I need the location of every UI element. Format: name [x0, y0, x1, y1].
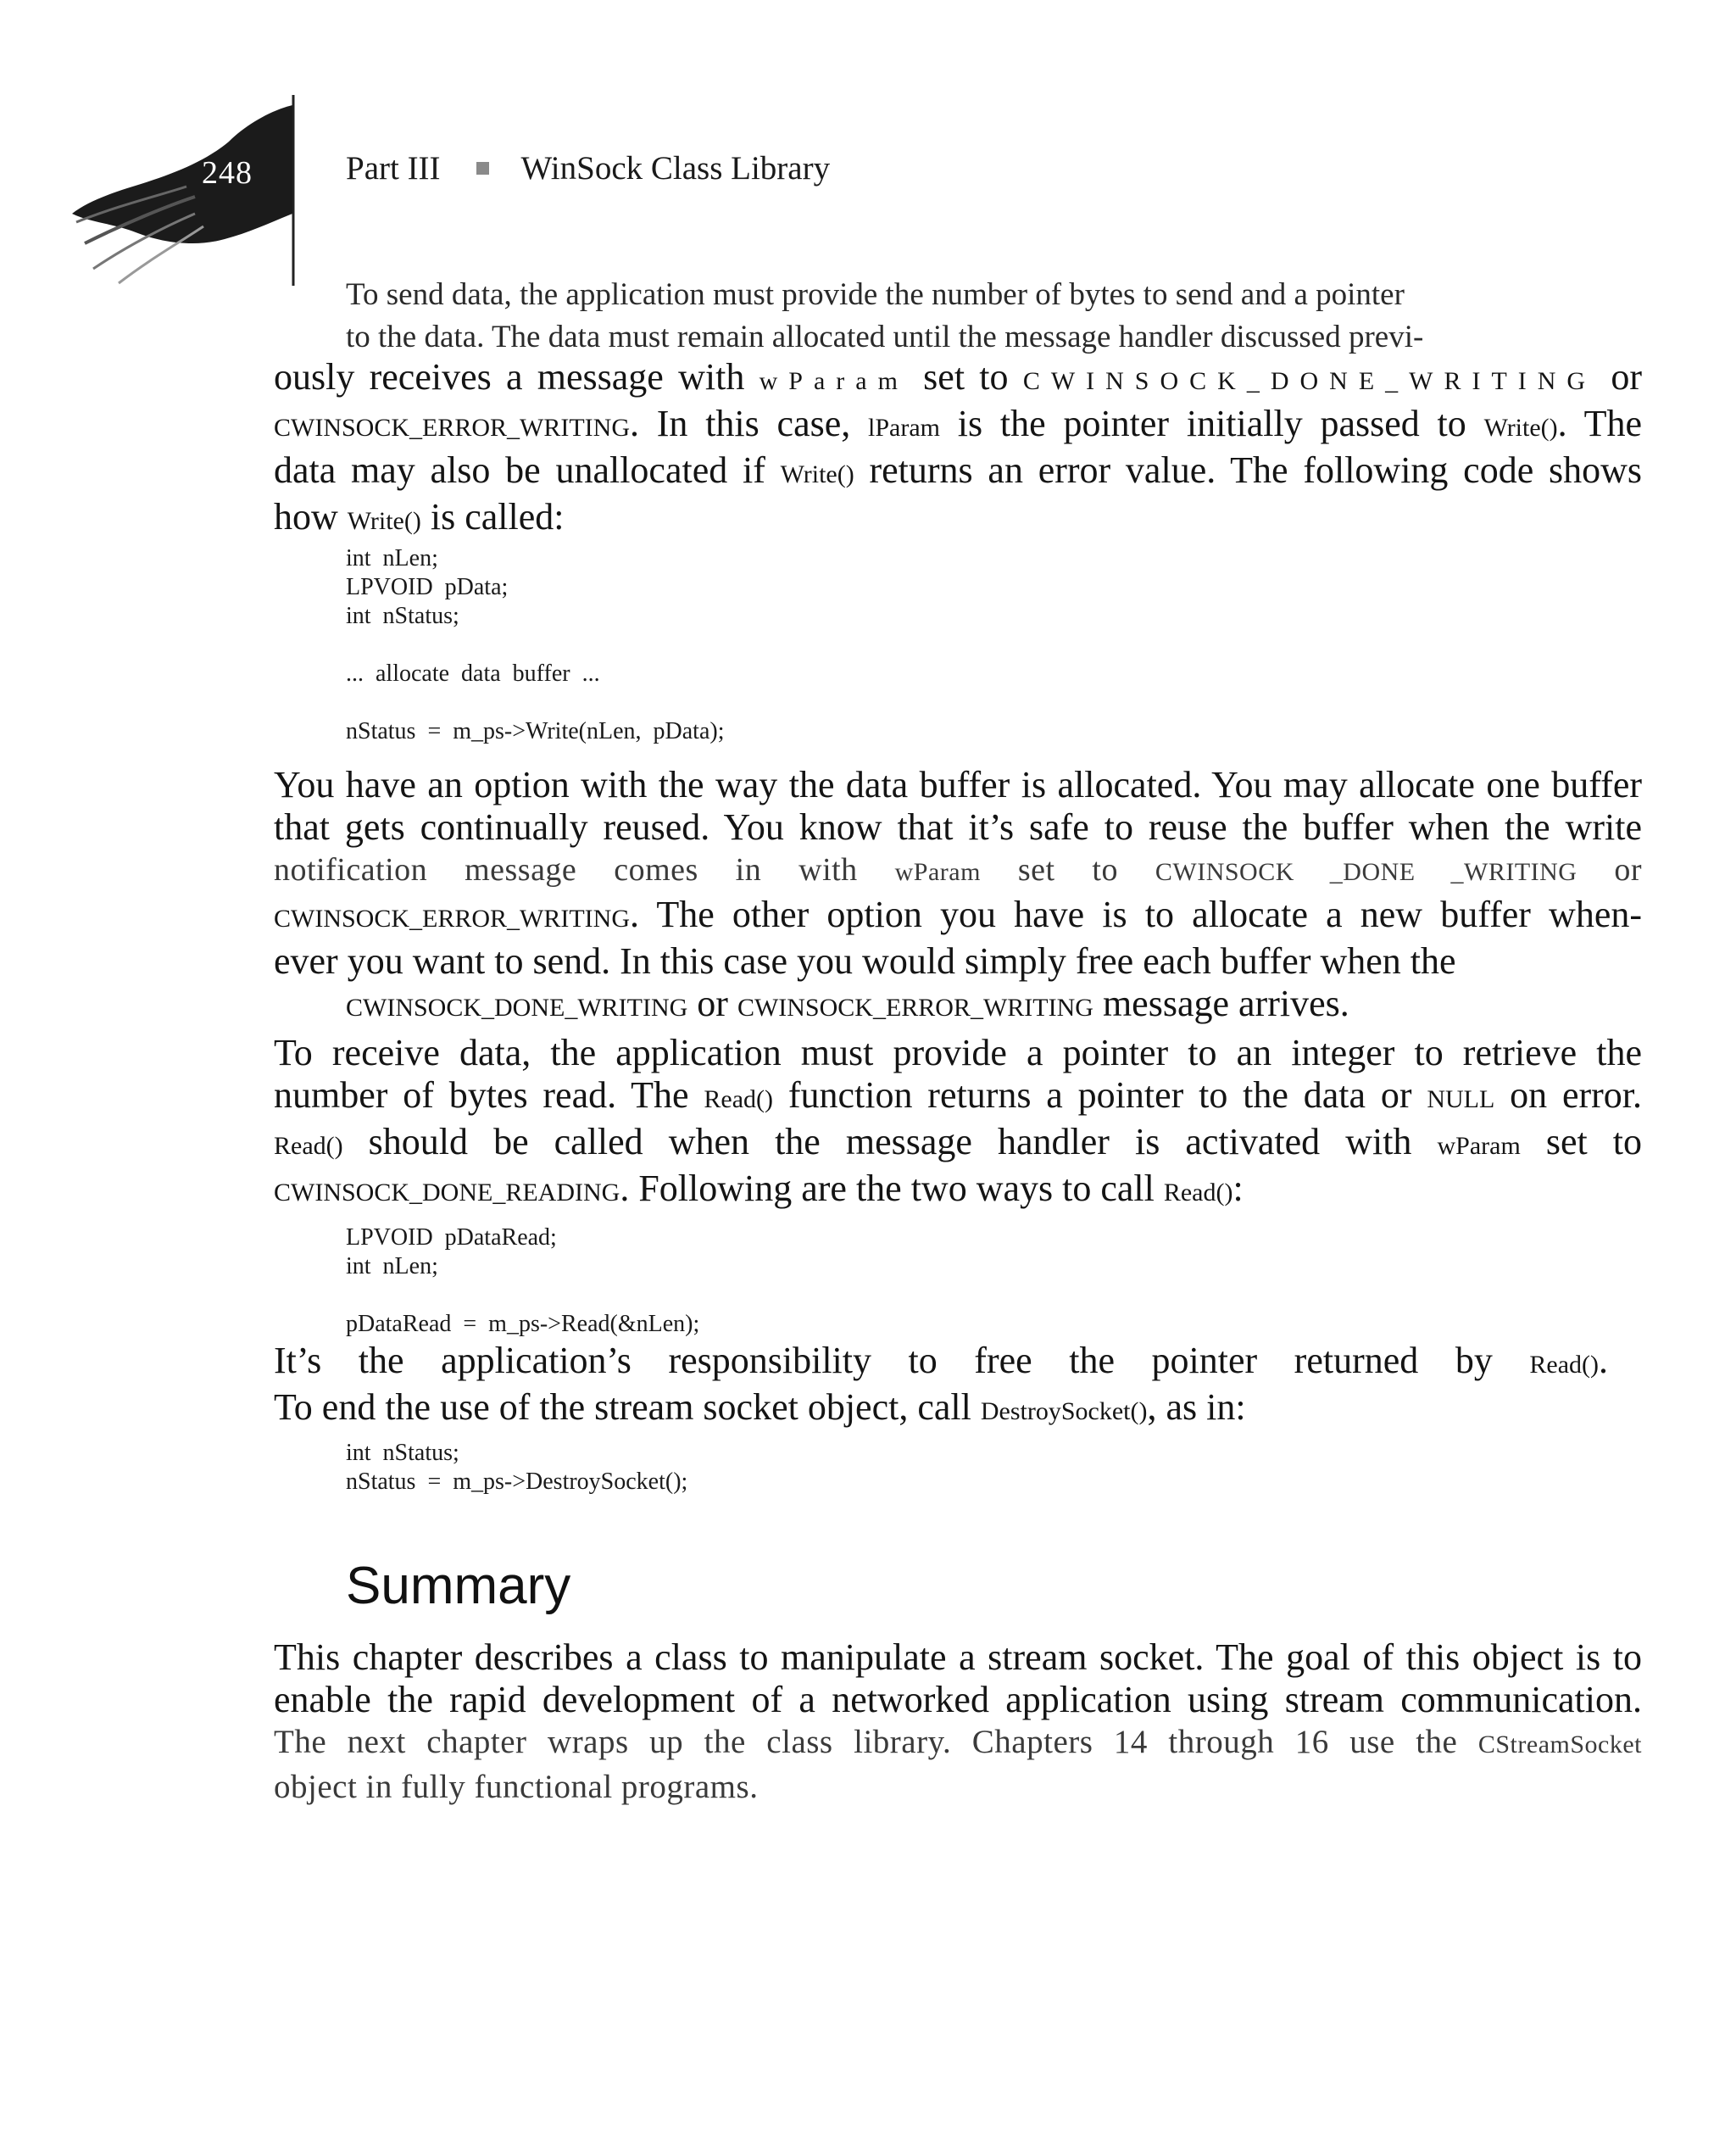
text-line: ously receives a message with wParam set to CWINSOCK_DONE_WRITING or	[274, 356, 1643, 398]
text-line: to the data. The data must remain allocated until the message handler discussed previ-	[346, 320, 1424, 354]
code-line: int nLen;	[346, 1253, 438, 1279]
text-line: To receive data, the application must provide a pointer to an integer to retrieve the	[274, 1032, 1642, 1073]
code-block-write	[346, 544, 724, 746]
text-line: notification message comes in with wParam set to CWINSOCK _DONE _WRITING or	[274, 852, 1643, 888]
text-line: You have an option with the way the data buffer is allocated. You may allocate one buffer	[274, 764, 1642, 805]
summary-heading: Summary	[346, 1557, 571, 1615]
page-number: 248	[202, 155, 253, 191]
text-line: To send data, the application must provide the number of bytes to send and a pointer	[346, 277, 1405, 312]
text-line: how Write() is called:	[274, 496, 565, 538]
text-line: CWINSOCK_DONE_WRITING or CWINSOCK_ERROR_WRITING message arrives.	[346, 983, 1349, 1024]
page-header	[0, 0, 1736, 305]
text-line: number of bytes read. The Read() function returns a pointer to the data or NULL on error.	[274, 1074, 1643, 1116]
text-line: CWINSOCK_ERROR_WRITING. In this case, lParam is the pointer initially passed to Write(). The	[274, 403, 1643, 444]
text-line: Read() should be called when the message handler is activated with wParam set to	[274, 1121, 1642, 1162]
text-line: ever you want to send. In this case you would simply free each buffer when the	[274, 940, 1456, 982]
intro-paragraph	[274, 356, 1642, 543]
text-line: object in fully functional programs.	[274, 1769, 759, 1805]
running-header	[346, 149, 830, 187]
part-label: Part III	[346, 150, 441, 187]
receive-paragraph	[274, 1032, 1642, 1214]
header-title: WinSock Class Library	[520, 150, 831, 187]
text-line: The next chapter wraps up the class library. Chapters 14 through 16 use the CStreamSocket	[274, 1724, 1642, 1760]
text-line: data may also be unallocated if Write() returns an error value. The following code shows	[274, 449, 1643, 491]
code-line	[346, 688, 724, 717]
code-line: int nLen;	[346, 545, 438, 571]
text-line: enable the rapid development of a networked application using stream communication.	[274, 1679, 1642, 1720]
code-line: LPVOID pData;	[346, 574, 509, 600]
text-line: It’s the application’s responsibility to free the pointer returned by Read().	[274, 1340, 1608, 1381]
code-line	[346, 1281, 699, 1310]
summary-paragraph	[274, 1636, 1642, 1809]
intro-indented	[346, 274, 1423, 359]
text-line: CWINSOCK_DONE_READING. Following are the two ways to call Read():	[274, 1168, 1244, 1209]
text-line: To end the use of the stream socket object, call DestroySocket(), as in:	[274, 1386, 1246, 1428]
code-line	[346, 631, 724, 660]
text-line: CWINSOCK_ERROR_WRITING. The other option you have is to allocate a new buffer when-	[274, 894, 1642, 935]
code-line: LPVOID pDataRead;	[346, 1224, 557, 1251]
buffer-paragraph	[274, 764, 1642, 1029]
code-line: nStatus = m_ps->Write(nLen, pData);	[346, 718, 725, 744]
code-line: pDataRead = m_ps->Read(&nLen);	[346, 1311, 700, 1337]
text-line: This chapter describes a class to manipulate a stream socket. The goal of this object is to	[274, 1636, 1642, 1678]
waving-flag-logo	[68, 95, 322, 298]
code-block-read	[346, 1223, 699, 1339]
responsibility-paragraph	[274, 1340, 1608, 1433]
text-line: that gets continually reused. You know that it’s safe to reuse the buffer when the write	[274, 806, 1642, 848]
code-block-destroy	[346, 1439, 687, 1496]
header-separator	[476, 162, 489, 175]
code-line: int nStatus;	[346, 1440, 459, 1466]
code-line: nStatus = m_ps->DestroySocket();	[346, 1469, 688, 1495]
code-line: int nStatus;	[346, 603, 459, 629]
code-line: ... allocate data buffer ...	[346, 660, 600, 687]
